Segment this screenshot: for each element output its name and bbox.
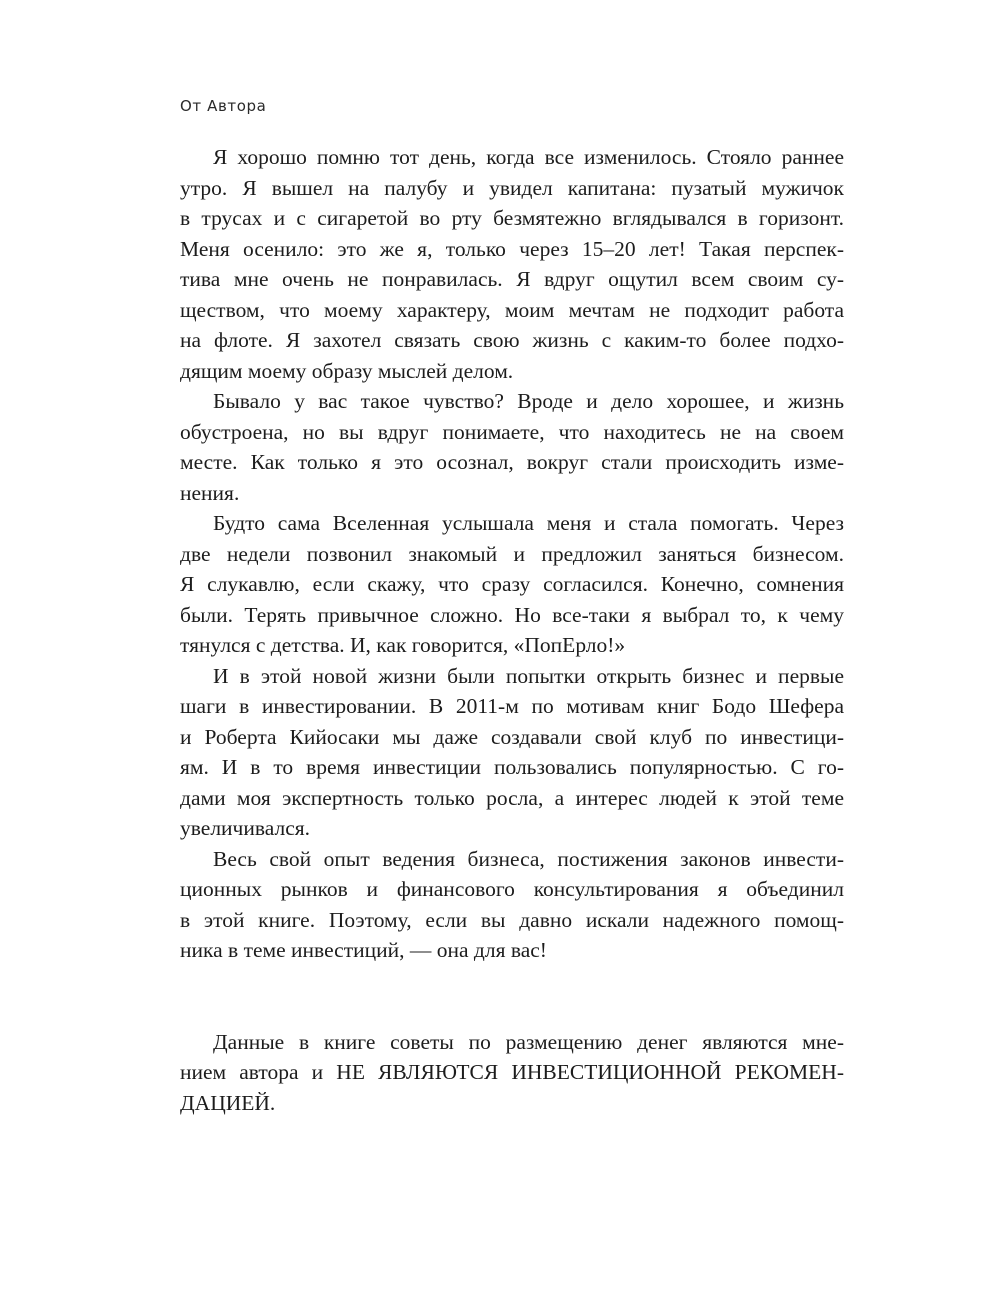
text-line: шаги в инвестировании. В 2011-м по мотивам книг Бодо Шефера	[180, 694, 844, 718]
text-line: дящим моему образу мыслей делом.	[180, 358, 514, 383]
text-line: Меня осенило: это же я, только через 15–20 лет! Такая перспек-	[180, 236, 844, 261]
text-line: месте. Как только я это осознал, вокруг стали происходить изме-	[180, 450, 844, 474]
running-head: От Автора	[180, 97, 267, 115]
paragraph-3	[180, 508, 844, 661]
text-line: Будто сама Вселенная услышала меня и стала помогать. Через	[213, 511, 844, 535]
text-line: и Роберта Кийосаки мы даже создавали свой клуб по инвестици-	[180, 724, 844, 749]
text-line: увеличивался.	[180, 816, 311, 840]
text-line: Весь свой опыт ведения бизнеса, постижения законов инвести-	[213, 846, 844, 871]
text-line: обустроена, но вы вдруг понимаете, что находитесь не на своем	[180, 419, 844, 444]
text-line: в этой книге. Поэтому, если вы давно искали надежного помощ-	[180, 907, 844, 932]
text-line: в трусах и с сигаретой во рту безмятежно вглядывался в горизонт.	[180, 206, 844, 230]
text-line: Я слукавлю, если скажу, что сразу согласился. Конечно, сомнения	[180, 572, 844, 596]
text-line: нения.	[180, 480, 240, 505]
text-line: утро. Я вышел на палубу и увидел капитана: пузатый мужичок	[180, 175, 844, 200]
paragraph-5	[180, 844, 844, 966]
blank-line	[180, 996, 844, 1027]
body-text	[180, 142, 844, 1118]
text-line: нием автора и НЕ ЯВЛЯЮТСЯ ИНВЕСТИЦИОННОЙ РЕКОМЕН-	[180, 1060, 844, 1084]
text-line: две недели позвонил знакомый и предложил заняться бизнесом.	[180, 541, 844, 566]
blank-line	[180, 966, 844, 997]
text-line: ника в теме инвестиций, — она для вас!	[180, 938, 547, 962]
disclaimer	[180, 1027, 844, 1119]
text-line: Данные в книге советы по размещению денег являются мне-	[213, 1029, 844, 1054]
paragraph-2	[180, 386, 844, 508]
text-line: были. Терять привычное сложно. Но все-таки я выбрал то, к чему	[180, 602, 844, 627]
text-line: Я хорошо помню тот день, когда все изменилось. Стояло раннее	[213, 145, 844, 169]
text-line: ществом, что моему характеру, моим мечтам не подходит работа	[180, 297, 844, 322]
text-line: И в этой новой жизни были попытки открыть бизнес и первые	[213, 663, 844, 688]
text-line: на флоте. Я захотел связать свою жизнь с каким-то более подхо-	[180, 328, 844, 352]
text-line: Бывало у вас такое чувство? Вроде и дело хорошее, и жизнь	[213, 389, 844, 413]
text-line: ям. И в то время инвестиции пользовались популярностью. С го-	[180, 755, 844, 779]
text-line: тива мне очень не понравилась. Я вдруг ощутил всем своим су-	[180, 267, 844, 291]
paragraph-1	[180, 142, 844, 386]
text-line: ционных рынков и финансового консультирования я объединил	[180, 877, 844, 901]
text-line: тянулся с детства. И, как говорится, «ПопЕрло!»	[180, 633, 626, 657]
paragraph-4	[180, 661, 844, 844]
text-line: ДАЦИЕЙ.	[180, 1090, 276, 1115]
text-line: дами моя экспертность только росла, а интерес людей к этой теме	[180, 785, 844, 810]
